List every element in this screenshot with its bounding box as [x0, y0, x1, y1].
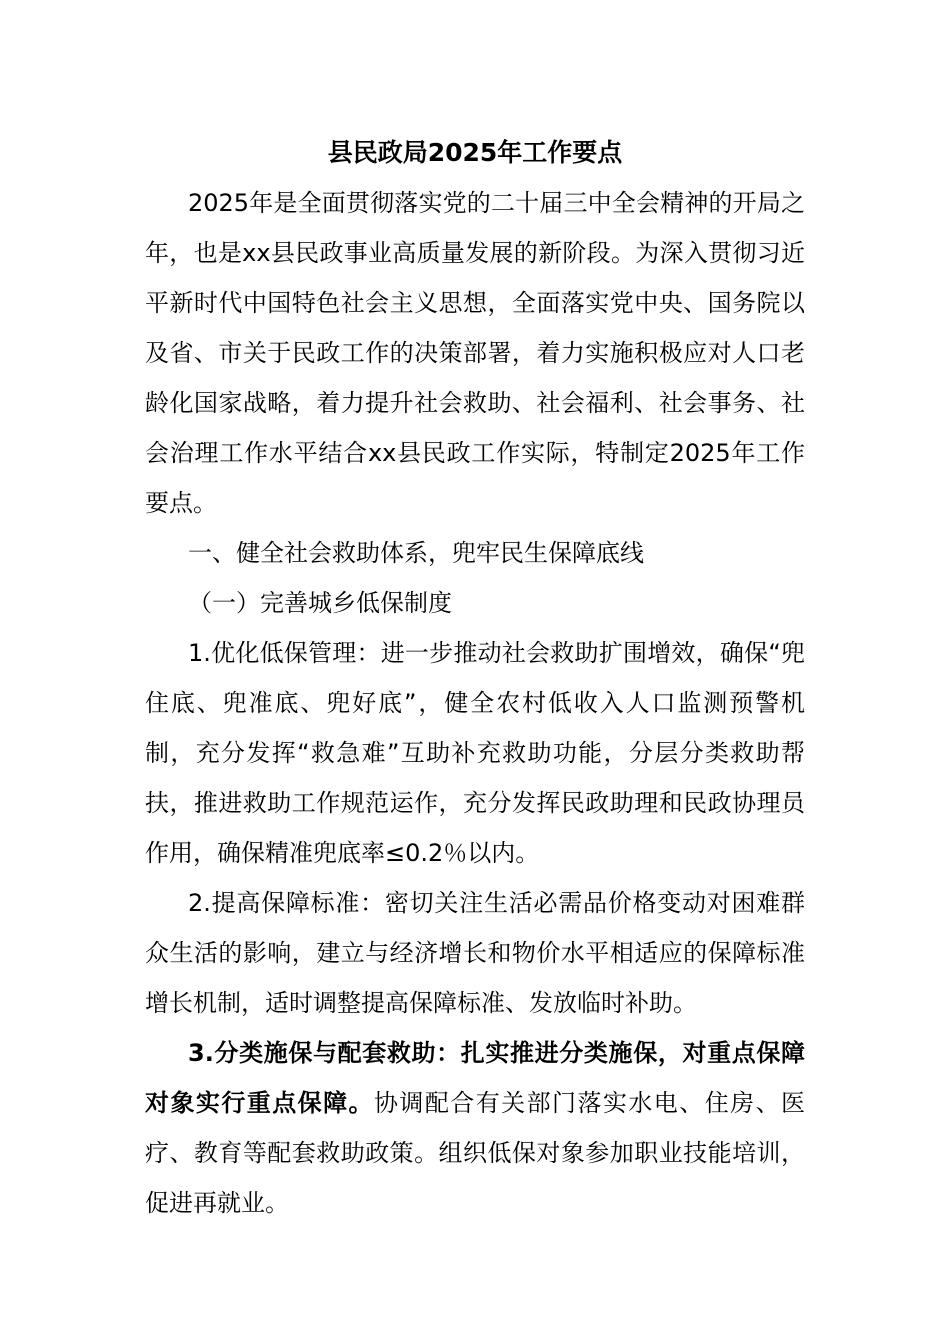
item-3-text: 协调配合有关部门落实水电、住房、医疗、教育等配套救助政策。组织低保对象参加职业技能培训，促进再就业。	[145, 1089, 806, 1217]
document-title: 县民政局2025年工作要点	[327, 138, 623, 167]
item-3-bold-lead: 3.分类施保与配套救助：扎实推进分类施保，对重点保障对象实行重点保障。	[145, 1039, 805, 1117]
section-heading: 一、健全社会救助体系，兜牢民生保障底线	[188, 539, 644, 567]
document-page	[145, 128, 805, 1228]
item-3-paragraph	[145, 1028, 805, 1228]
subsection-heading: （一）完善城乡低保制度	[188, 589, 452, 617]
item-1-paragraph: 1.优化低保管理：进一步推动社会救助扩围增效，确保“兜住底、兜准底、兜好底”，健全农村低收入人口监测预警机制，充分发挥“救急难”互助补充救助功能，分层分类救助帮扶，推进救助工作规范运作，充分发挥民政助理和民政协理员作用，确保精准兜底率≤0.2％以内。	[145, 639, 805, 867]
intro-paragraph: 2025年是全面贯彻落实党的二十届三中全会精神的开局之年，也是xx县民政事业高质量发展的新阶段。为深入贯彻习近平新时代中国特色社会主义思想，全面落实党中央、国务院以及省、市关于民政工作的决策部署，着力实施积极应对人口老龄化国家战略，着力提升社会救助、社会福利、社会事务、社会治理工作水平结合xx县民政工作实际，特制定2025年工作要点。	[145, 189, 805, 517]
item-2-paragraph: 2.提高保障标准：密切关注生活必需品价格变动对困难群众生活的影响，建立与经济增长和物价水平相适应的保障标准增长机制，适时调整提高保障标准、发放临时补助。	[145, 889, 805, 1017]
